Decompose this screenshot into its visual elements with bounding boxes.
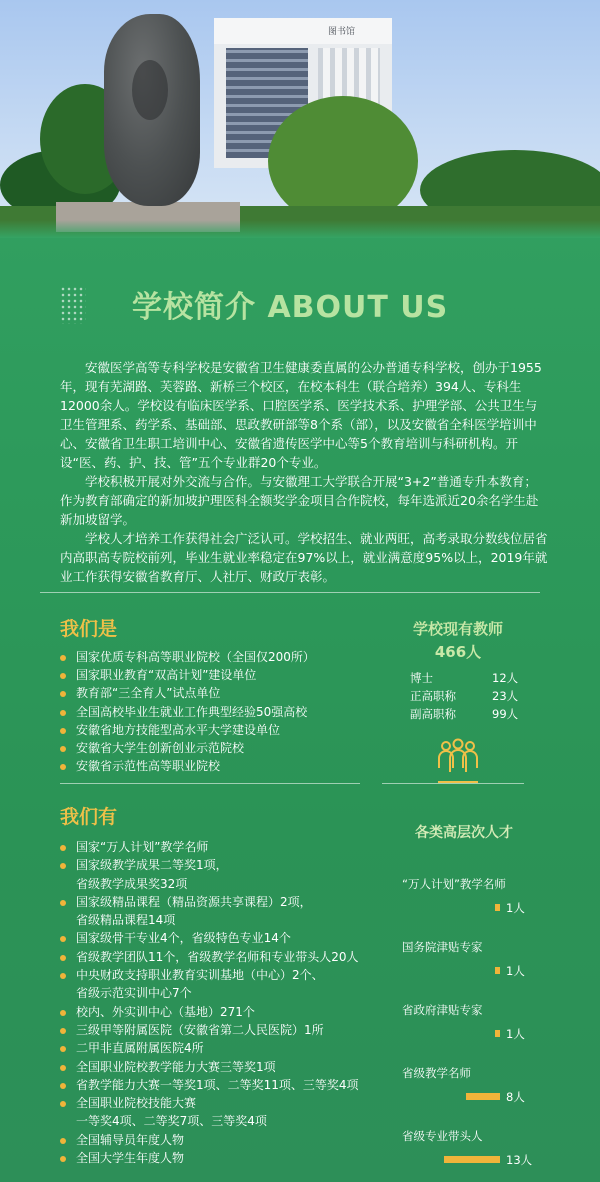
we-have-list xyxy=(60,838,380,1167)
chart-value-label: 8人 xyxy=(506,1090,525,1104)
chart-category-label: 省级专业带头人 xyxy=(402,1129,483,1143)
chart-category-label: “万人计划”教学名师 xyxy=(402,877,506,891)
chart-bar xyxy=(495,904,500,911)
list-item: 国家级精品课程（精品资源共享课程）2项， 省级精品课程14项 xyxy=(60,893,380,930)
teacher-row: 博士 12人 xyxy=(410,671,519,685)
list-item: 国家级骨干专业4个，省级特色专业14个 xyxy=(60,929,380,947)
list-item: 安徽省大学生创新创业示范院校 xyxy=(60,739,370,757)
teachers-count: 466人 xyxy=(434,643,482,661)
list-item: 校内、外实训中心（基地）271个 xyxy=(60,1003,380,1021)
intro-text xyxy=(60,358,548,586)
divider xyxy=(60,783,360,784)
teacher-row: 正高职称 23人 xyxy=(410,689,519,703)
talent-chart-title: 各类高层次人才 xyxy=(415,825,513,841)
chart-value-label: 13人 xyxy=(506,1153,533,1167)
chart-value-label: 1人 xyxy=(506,901,525,915)
intro-paragraph: 学校积极开展对外交流与合作。与安徽理工大学联合开展“3+2”普通专升本教育；作为教育部确定的新加坡护理医科全额奖学金项目合作院校，每年选派近20余名学生赴新加坡留学。 xyxy=(60,474,539,527)
list-item: 中央财政支持职业教育实训基地（中心）2个、 省级示范实训中心7个 xyxy=(60,966,380,1003)
list-item: 三级甲等附属医院（安徽省第二人民医院）1所 xyxy=(60,1021,380,1039)
teachers-table xyxy=(410,668,530,722)
intro-paragraph: 安徽医学高等专科学校是安徽省卫生健康委直属的公办普通专科学校，创办于1955年，现有芜湖路、芙蓉路、新桥三个校区，在校本科生（联合培养）394人、专科生12000余人。学校设有临床医学系、口腔医学系、医学技术系、护理学部、公共卫生与卫生管理系、药学系、基础部、思政教研部等8个系（部），以及安徽省全科医学培训中心、安徽省卫生职工培训中心、安徽省遗传医学中心等5个教育培训与科研机构。开设“医、药、护、技、管”五个专业群20个专业。 xyxy=(60,360,542,470)
we-have-title: 我们有 xyxy=(60,806,118,828)
list-item: 安徽省地方技能型高水平大学建设单位 xyxy=(60,721,370,739)
list-item: 省教学能力大赛一等奖1项、二等奖11项、三等奖4项 xyxy=(60,1076,380,1094)
chart-value-label: 1人 xyxy=(506,1027,525,1041)
chart-bar xyxy=(495,1030,500,1037)
campus-photo xyxy=(0,0,600,238)
we-are-list xyxy=(60,648,370,775)
chart-bar xyxy=(495,967,500,974)
list-item: 全国职业院校技能大赛 一等奖4项、二等奖7项、三等奖4项 xyxy=(60,1094,380,1131)
page-title: 学校简介 ABOUT US xyxy=(132,290,449,325)
teacher-row: 副高职称 99人 xyxy=(410,707,519,721)
list-item: 安徽省示范性高等职业院校 xyxy=(60,757,370,775)
building-sign: 图书馆 xyxy=(328,27,356,37)
list-item: 教育部“三全育人”试点单位 xyxy=(60,684,370,702)
chart-category-label: 省级教学名师 xyxy=(402,1066,471,1080)
we-are-title: 我们是 xyxy=(60,618,118,640)
chart-bar xyxy=(466,1093,500,1100)
list-item: 全国大学生年度人物 xyxy=(60,1149,380,1167)
people-group-icon xyxy=(436,738,480,786)
dots-decoration xyxy=(60,286,86,324)
intro-paragraph: 学校人才培养工作获得社会广泛认可。学校招生、就业两旺，高考录取分数线位居省内高职高专院校前列，毕业生就业率稳定在97%以上，就业满意度95%以上，2019年就业工作获得安徽省教育厅、人社厅、财政厅表彰。 xyxy=(60,531,548,584)
chart-bar xyxy=(444,1156,500,1163)
divider xyxy=(382,783,524,784)
list-item: 国家“万人计划”教学名师 xyxy=(60,838,380,856)
list-item: 全国职业院校教学能力大赛三等奖1项 xyxy=(60,1058,380,1076)
list-item: 全国辅导员年度人物 xyxy=(60,1131,380,1149)
chart-category-label: 省政府津贴专家 xyxy=(402,1003,483,1017)
list-item: 国家优质专科高等职业院校（全国仅200所） xyxy=(60,648,370,666)
list-item: 国家级教学成果二等奖1项， 省级教学成果奖32项 xyxy=(60,856,380,893)
chart-value-label: 1人 xyxy=(506,964,525,978)
teachers-title: 学校现有教师 xyxy=(412,620,503,638)
list-item: 二甲非直属附属医院4所 xyxy=(60,1039,380,1057)
chart-category-label: 国务院津贴专家 xyxy=(402,940,483,954)
divider xyxy=(40,592,540,593)
list-item: 国家职业教育“双高计划”建设单位 xyxy=(60,666,370,684)
list-item: 省级教学团队11个，省级教学名师和专业带头人20人 xyxy=(60,948,380,966)
list-item: 全国高校毕业生就业工作典型经验50强高校 xyxy=(60,703,370,721)
